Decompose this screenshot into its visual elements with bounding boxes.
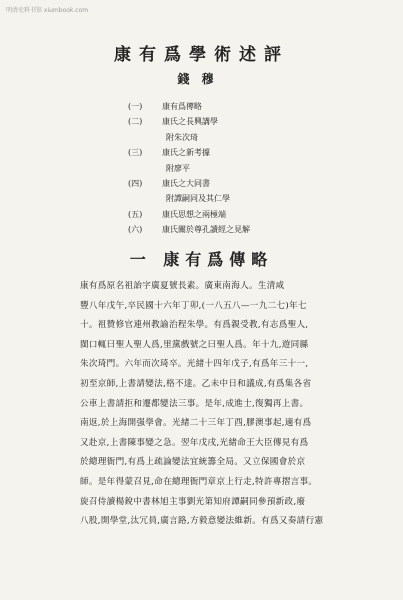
toc-label: 康有爲傳略 (162, 102, 202, 111)
toc-number: (一) (128, 102, 143, 111)
body-line: 朱次琦門。六年而次琦卒。光緒十四年戊子,有爲年三十一, (80, 359, 309, 370)
watermark: 明清史料书馆 xiumbook.com (6, 7, 89, 14)
toc-number: (二) (128, 117, 143, 127)
toc-label: 康氏之新考據 (162, 148, 210, 158)
body-line: 初至京師,上書請變法,格不達。乙未中日和議成,有爲集各省 (80, 378, 312, 389)
toc-label: 康氏之長興講學 (162, 117, 218, 127)
toc-number (128, 191, 162, 206)
toc-label: 康氏之大同書 (162, 178, 210, 188)
body-line: 康有爲原名祖詒字廣夏號長素。廣東南海人。生清咸 (80, 281, 285, 291)
body-line: 閩口輒曰聖人聖人爲,里黨戲號之曰聖人爲。年十九,遊同縣 (80, 339, 309, 350)
body-text (80, 277, 355, 532)
toc-item (128, 130, 368, 145)
toc-label: 附廖平 (166, 163, 190, 173)
toc-label: 康氏思想之兩極端 (162, 209, 226, 219)
toc-item (128, 161, 368, 176)
section-heading: 一 康有爲傳略 (129, 250, 274, 269)
toc-number: (六) (128, 225, 143, 235)
toc-number (128, 130, 162, 145)
body-line: 又赴京,上書陳事變之急。翌年戊戌,光緒命王大臣傳見有爲 (80, 437, 309, 448)
toc-label: 附譚嗣同及其仁學 (166, 194, 230, 204)
toc-item (128, 222, 368, 237)
toc-item (128, 176, 368, 191)
toc-item (128, 207, 368, 222)
toc-item (128, 145, 368, 160)
body-line: 八股,開學堂,汰冗員,廣言路,方毅意變法維新。有爲又奏請行憲 (80, 516, 324, 527)
body-line: 師。是年得蒙召見,命在總理衙門章京上行走,特許專摺言事。 (80, 476, 318, 487)
body-line: 於總理衙門,有爲上疏論變法宜統籌全局。又立保國會於京 (80, 457, 306, 468)
toc-number: (四) (128, 178, 143, 188)
toc-item (128, 191, 368, 206)
author-name: 錢穆 (177, 72, 226, 86)
toc-label: 附朱次琦 (166, 132, 198, 142)
toc-number: (五) (128, 209, 143, 219)
body-line: 十。祖贊修官連州教諭治程朱學。有爲親受教,有志爲聖人, (80, 320, 309, 331)
body-line: 旋召侍讀楊銳中書林旭主事劉光第知府譚嗣同參預新政,廢 (80, 496, 306, 507)
body-line: 南返,於上海開强學會。光緒二十三年丁酉,膠澳事起,適有爲 (80, 418, 312, 429)
toc-item (128, 114, 368, 129)
body-line: 公車上書請拒和遷都變法三事。是年,成進士,復獨再上書。 (80, 398, 309, 409)
toc-item (128, 99, 368, 114)
toc-number (128, 161, 162, 176)
toc-label: 康氏關於尊孔讀經之見解 (162, 225, 250, 235)
table-of-contents (128, 99, 368, 238)
page-title: 康有爲學術述評 (114, 45, 289, 65)
body-line: 豐八年戊午,卒民國十六年丁卯,(一八五八—一九二七)年七 (80, 300, 307, 311)
toc-number: (三) (128, 148, 143, 158)
